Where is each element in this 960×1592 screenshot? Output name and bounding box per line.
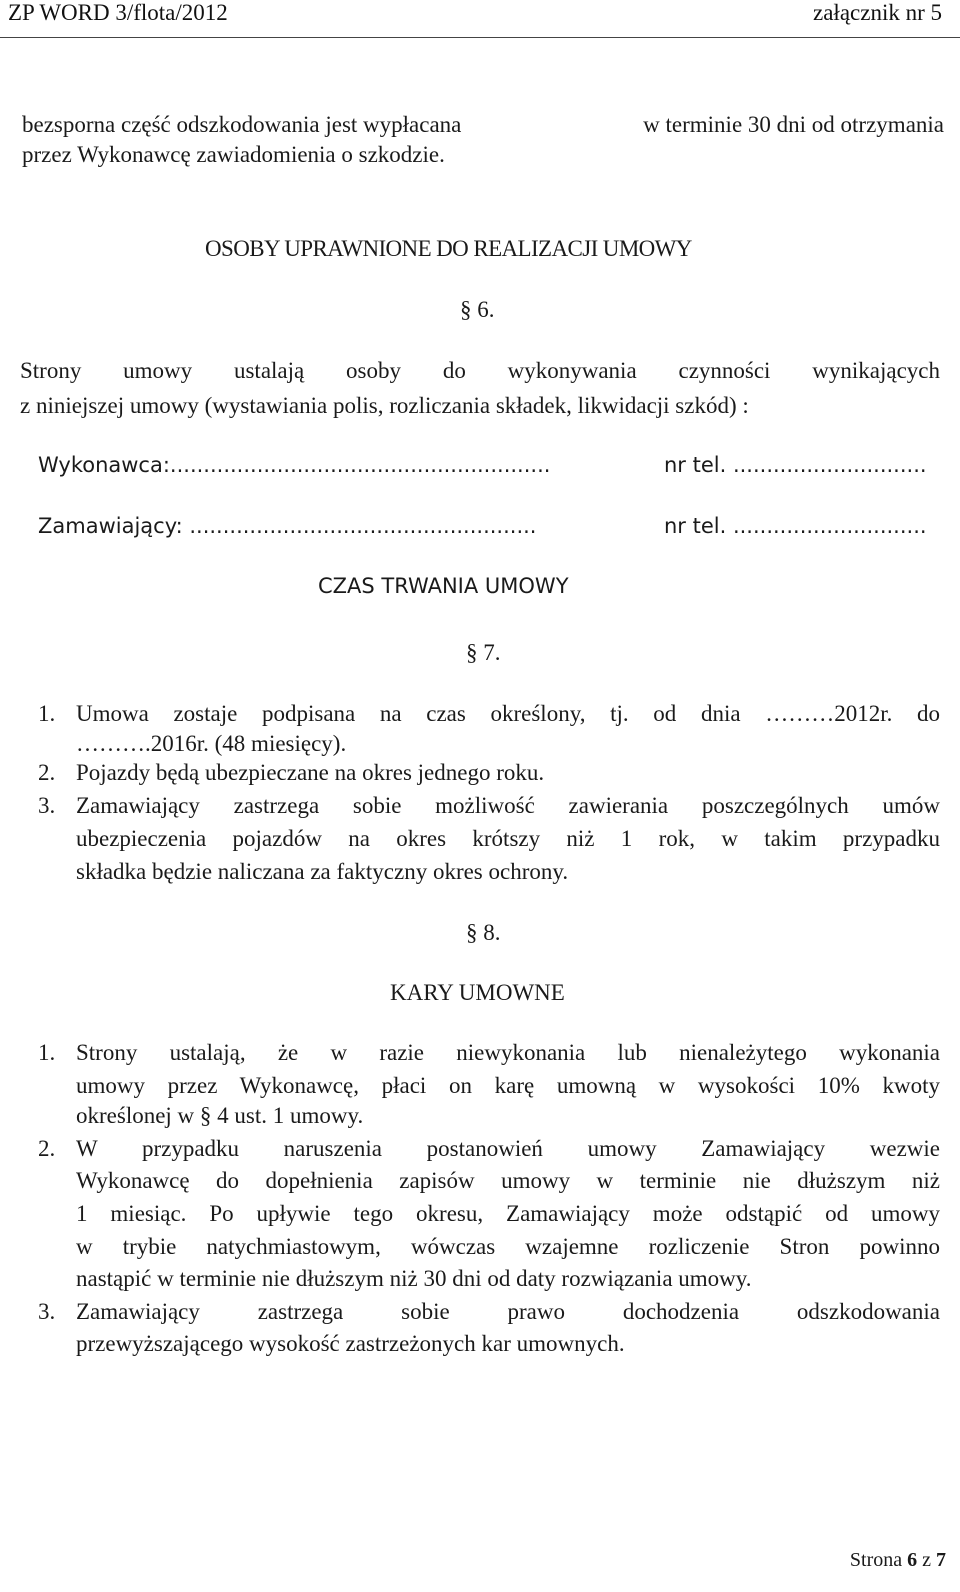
footer-page-number: 6 xyxy=(907,1549,918,1571)
s8-item2-line3: 1 miesiąc. Po upływie tego okresu, Zamawiający może odstąpić od umowy xyxy=(76,1201,940,1226)
s7-item1-line1: Umowa zostaje podpisana na czas określony, tj. od dnia ………2012r. do xyxy=(76,701,940,726)
zamawiajacy-line: Zamawiający: .................................................... xyxy=(38,514,537,538)
header-rule xyxy=(0,37,960,38)
s8-item2-line1: W przypadku naruszenia postanowień umowy Zamawiający wezwie xyxy=(76,1136,940,1161)
s8-item2-line4: w trybie natychmiastowym, wówczas wzajemne rozliczenie Stron powinno xyxy=(76,1234,940,1259)
intro-line1-right: w terminie 30 dni od otrzymania xyxy=(643,112,944,137)
footer-mid: z xyxy=(922,1549,931,1571)
section-7-heading: CZAS TRWANIA UMOWY xyxy=(318,574,569,598)
s8-item1-num: 1. xyxy=(38,1040,56,1065)
s8-item3-line2: przewyższającego wysokość zastrzeżonych kar umownych. xyxy=(76,1331,625,1356)
s8-item3-line1: Zamawiający zastrzega sobie prawo dochodzenia odszkodowania xyxy=(76,1299,940,1324)
intro-line2: przez Wykonawcę zawiadomienia o szkodzie. xyxy=(22,142,445,167)
s8-item1-line2: umowy przez Wykonawcę, płaci on karę umowną w wysokości 10% kwoty xyxy=(76,1073,940,1098)
s7-item3-line3: składka będzie naliczana za faktyczny okres ochrony. xyxy=(76,859,569,884)
footer-prefix: Strona xyxy=(849,1549,903,1571)
wykonawca-line: Wykonawca:......................................................... xyxy=(38,453,551,477)
header-left: ZP WORD 3/flota/2012 xyxy=(8,0,228,25)
s8-item1-line3: określonej w § 4 ust. 1 umowy. xyxy=(76,1103,364,1128)
footer-total-pages: 7 xyxy=(936,1549,946,1571)
s7-item3-num: 3. xyxy=(38,793,56,818)
section-7-mark: § 7. xyxy=(466,640,501,665)
wykonawca-tel-line: nr tel. ............................. xyxy=(664,453,927,477)
header-right: załącznik nr 5 xyxy=(813,0,942,25)
s7-item2-num: 2. xyxy=(38,760,56,785)
section-8-mark: § 8. xyxy=(466,920,501,945)
s7-item1-num: 1. xyxy=(38,701,56,726)
s7-item1-line2: ……….2016r. (48 miesięcy). xyxy=(76,731,347,756)
section-6-text-line2: z niniejszej umowy (wystawiania polis, rozliczania składek, likwidacji szkód) : xyxy=(20,393,749,418)
section-6-mark: § 6. xyxy=(460,297,495,322)
section-6-text-line1: Strony umowy ustalają osoby do wykonywania czynności wynikających xyxy=(20,358,940,383)
intro-line1-left: bezsporna część odszkodowania jest wypłacana xyxy=(22,112,462,137)
section-8-heading: KARY UMOWNE xyxy=(390,980,565,1005)
section-6-heading: OSOBY UPRAWNIONE DO REALIZACJI UMOWY xyxy=(205,236,692,261)
s8-item3-num: 3. xyxy=(38,1299,56,1324)
page-footer xyxy=(850,1549,946,1572)
s8-item2-line2: Wykonawcę do dopełnienia zapisów umowy w terminie nie dłuższym niż xyxy=(76,1168,940,1193)
s8-item2-line5: nastąpić w terminie nie dłuższym niż 30 dni od daty rozwiązania umowy. xyxy=(76,1266,752,1291)
zamawiajacy-tel-line: nr tel. ............................. xyxy=(664,514,927,538)
s7-item3-line2: ubezpieczenia pojazdów na okres krótszy niż 1 rok, w takim przypadku xyxy=(76,826,940,851)
s7-item2-line1: Pojazdy będą ubezpieczane na okres jednego roku. xyxy=(76,760,545,785)
s8-item2-num: 2. xyxy=(38,1136,56,1161)
s7-item3-line1: Zamawiający zastrzega sobie możliwość zawierania poszczególnych umów xyxy=(76,793,940,818)
s8-item1-line1: Strony ustalają, że w razie niewykonania lub nienależytego wykonania xyxy=(76,1040,940,1065)
